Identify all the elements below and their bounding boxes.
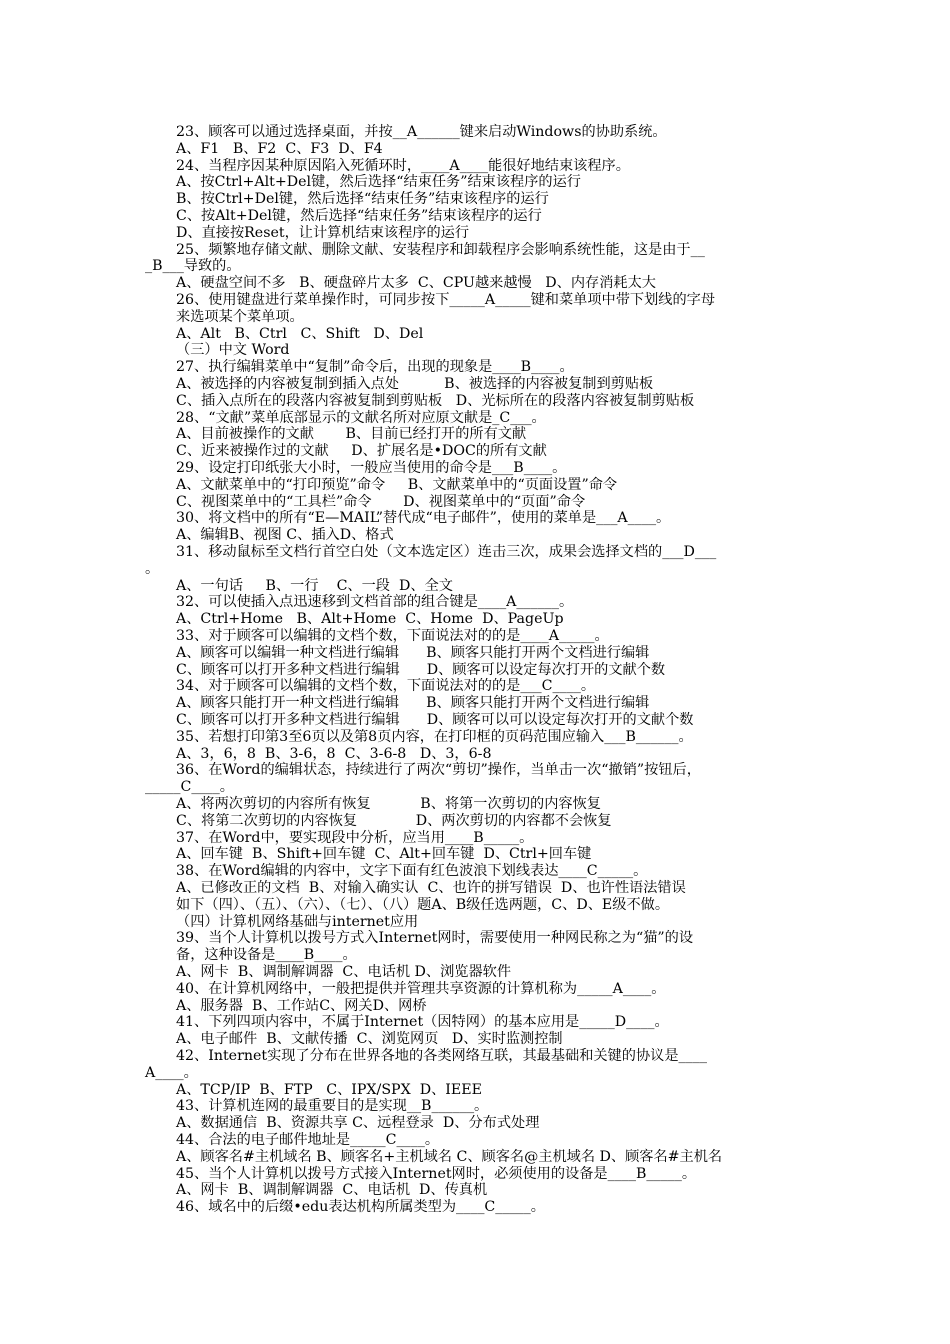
text-line: C、近来被操作过的文献 D、扩展名是•DOC的所有文献	[176, 443, 547, 460]
text-line: B、按Ctrl+Del键，然后选择“结束任务”结束该程序的运行	[176, 191, 549, 208]
text-line: C、将第二次剪切的内容恢复 D、两次剪切的内容都不会恢复	[176, 812, 612, 829]
text-line: A、TCP/IP B、FTP C、IPX/SPX D、IEEE	[176, 1081, 482, 1098]
text-line: 31、移动鼠标至文档行首空白处（文本选定区）连击三次，成果会选择文档的___D___	[176, 544, 717, 560]
text-line: 36、在Word的编辑状态，持续进行了两次“剪切”操作，当单击一次“撤销”按钮后，	[176, 762, 701, 779]
text-line: 46、域名中的后缀•edu表达机构所属类型为____C_____。	[176, 1199, 545, 1216]
text-line: A、将两次剪切的内容所有恢复 B、将第一次剪切的内容恢复	[176, 796, 601, 812]
text-line: C、顾客可以打开多种文档进行编辑 D、顾客可以可以设定每次打开的文献个数	[176, 712, 694, 728]
text-line: C、顾客可以打开多种文档进行编辑 D、顾客可以设定每次打开的文献个数	[176, 661, 666, 678]
text-line: 备，这种设备是____B____。	[176, 947, 357, 964]
text-line: A、文献菜单中的“打印预览”命令 B、文献菜单中的“页面设置”命令	[176, 476, 618, 493]
text-line: A、服务器 B、工作站C、网关D、网桥	[176, 997, 427, 1014]
text-line: A、按Ctrl+Alt+Del键，然后选择“结束任务”结束该程序的运行	[176, 174, 581, 191]
text-line: 40、在计算机网络中，一般把提供并管理共享资源的计算机称为_____A____。	[176, 980, 666, 997]
text-line: A、3，6，8 B、3-6，8 C、3-6-8 D、3，6-8	[176, 745, 492, 762]
text-line: 32、可以使插入点迅速移到文档首部的组合键是____A______。	[176, 594, 574, 611]
text-line: 26、使用键盘进行菜单操作时，可同步按下_____A_____键和菜单项中带下划线的字母	[176, 292, 716, 308]
text-line: 41、下列四项内容中，不属于Internet（因特网）的基本应用是_____D____。	[176, 1014, 669, 1031]
text-line: （三）中文 Word	[176, 342, 290, 359]
text-line: A、硬盘空间不多 B、硬盘碎片太多 C、CPU越来越慢 D、内存消耗太大	[176, 275, 656, 292]
text-line: D、直接按Reset，让计算机结束该程序的运行	[176, 224, 470, 241]
text-line: _____C____。	[145, 779, 234, 796]
text-line: 34、对于顾客可以编辑的文档个数，下面说法对的的是___C____。	[176, 678, 596, 695]
text-line: 来选项某个菜单项。	[176, 308, 304, 325]
text-line: C、插入点所在的段落内容被复制到剪贴板 D、光标所在的段落内容被复制剪贴板	[176, 392, 695, 409]
text-line: 33、对于顾客可以编辑的文档个数，下面说法对的的是____A_____。	[176, 628, 609, 644]
text-line: A、已修改正的文档 B、对输入确实认 C、也许的拼写错误 D、也许性语法错误	[176, 880, 686, 896]
text-line: 37、在Word中，要实现段中分析，应当用____B_____。	[176, 829, 534, 846]
text-line: A、F1 B、F2 C、F3 D、F4	[176, 140, 383, 157]
text-line: 45、当个人计算机以拨号方式接入Internet网时，必须使用的设备是____B_____。	[176, 1165, 697, 1182]
text-line: 43、计算机连网的最重要目的是实现__B______。	[176, 1098, 489, 1115]
text-line: A、Ctrl+Home B、Alt+Home C、Home D、PageUp	[176, 611, 564, 628]
text-line: 27、执行编辑菜单中“复制”命令后，出现的现象是____B____。	[176, 359, 574, 376]
text-line: C、按Alt+Del键，然后选择“结束任务”结束该程序的运行	[176, 208, 542, 224]
text-line: C、视图菜单中的“工具栏”命令 D、视图菜单中的“页面”命令	[176, 493, 586, 510]
text-line: A、网卡 B、调制解调器 C、电话机 D、传真机	[176, 1182, 488, 1199]
text-line: 44、合法的电子邮件地址是_____C____。	[176, 1132, 440, 1148]
text-line: 42、Internet实现了分布在世界各地的各类网络互联，其最基础和关键的协议是____	[176, 1048, 707, 1064]
text-line: _B___导致的。	[145, 258, 241, 275]
text-line: 如下（四）、（五）、（六）、（七）、（八）题A、B级任选两题，C、D、E级不做。	[176, 896, 670, 913]
text-line: A、顾客只能打开一种文档进行编辑 B、顾客只能打开两个文档进行编辑	[176, 695, 650, 712]
text-line: A、顾客名#主机域名 B、顾客名+主机域名 C、顾客名@主机域名 D、顾客名#主机名	[176, 1148, 723, 1165]
text-line: A、被选择的内容被复制到插入点处 B、被选择的内容被复制到剪贴板	[176, 376, 654, 392]
text-line: 35、若想打印第3至6页以及第8页内容，在打印框的页码范围应输入___B______。	[176, 728, 693, 745]
text-line: 38、在Word编辑的内容中，文字下面有红色波浪下划线表达____C_____。	[176, 863, 648, 880]
text-line: A、顾客可以编辑一种文档进行编辑 B、顾客只能打开两个文档进行编辑	[176, 644, 650, 661]
text-line: A、网卡 B、调制解调器 C、电话机 D、浏览器软件	[176, 964, 512, 980]
text-line: A、编辑B、视图 C、插入D、格式	[176, 527, 394, 544]
text-line: 25、频繁地存储文献、删除文献、安装程序和卸载程序会影响系统性能，这是由于__	[176, 241, 705, 258]
text-line: 。	[145, 560, 160, 577]
text-line: A____。	[145, 1064, 198, 1081]
text-line: 30、将文档中的所有“E—MAIL”替代成“电子邮件”，使用的菜单是___A____。	[176, 510, 671, 527]
text-line: （四）计算机网络基础与internet应用	[176, 913, 419, 930]
text-line: A、目前被操作的文献 B、目前已经打开的所有文献	[176, 426, 527, 443]
text-line: A、一句话 B、一行 C、一段 D、全文	[176, 577, 453, 594]
text-line: 23、顾客可以通过选择桌面，并按__A______键来启动Windows的协助系统。	[176, 124, 667, 140]
text-line: A、电子邮件 B、文献传播 C、浏览网页 D、实时监测控制	[176, 1031, 563, 1048]
text-line: A、数据通信 B、资源共享 C、远程登录 D、分布式处理	[176, 1115, 540, 1132]
text-line: 24、当程序因某种原因陷入死循环时，____A____能很好地结束该程序。	[176, 157, 630, 174]
text-line: 39、当个人计算机以拨号方式入Internet网时，需要使用一种网民称之为“猫”的设	[176, 930, 694, 947]
text-line: 28、“文献”菜单底部显示的文献名所对应原文献是_C___。	[176, 409, 546, 426]
text-line: A、Alt B、Ctrl C、Shift D、Del	[176, 325, 424, 342]
text-line: 29、设定打印纸张大小时，一般应当使用的命令是___B____。	[176, 460, 567, 476]
text-line: A、回车键 B、Shift+回车键 C、Alt+回车键 D、Ctrl+回车键	[176, 846, 592, 863]
